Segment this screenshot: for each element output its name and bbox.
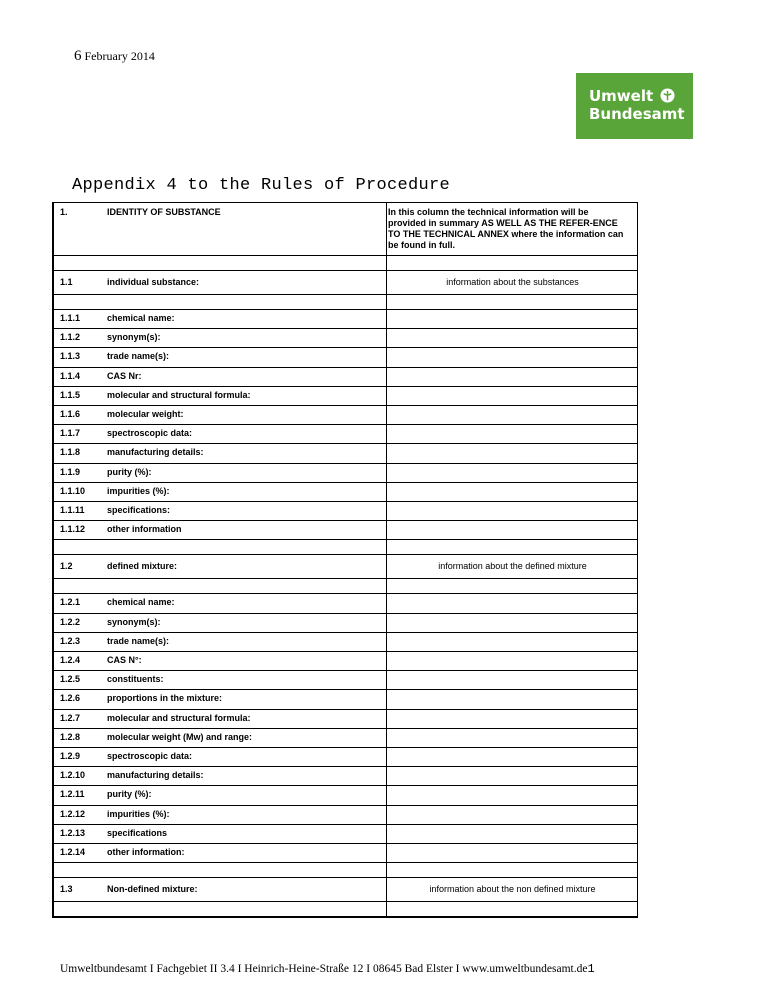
document-title: Appendix 4 to the Rules of Procedure	[72, 176, 451, 195]
spacer-row	[53, 539, 637, 555]
table-row	[53, 824, 637, 844]
row-label: constituents:	[107, 674, 164, 685]
spacer-row	[53, 901, 637, 917]
row-label: specifications	[107, 827, 168, 838]
row-number: 1.1.1	[60, 313, 81, 323]
row-label: synonym(s):	[107, 616, 161, 627]
row-number: 1.2.2	[60, 616, 81, 627]
row-label: purity (%):	[107, 789, 152, 800]
row-info: information about the substances	[446, 277, 579, 287]
row-number: 1.2.4	[60, 655, 81, 665]
row-number: 1.2.14	[60, 847, 86, 857]
table-row	[53, 728, 637, 748]
spacer-row	[53, 255, 637, 271]
row-label: CAS N°:	[107, 655, 142, 665]
table-row	[53, 785, 637, 805]
spacer-row	[53, 294, 637, 310]
table-row	[53, 367, 637, 387]
row-number: 1.1.4	[60, 370, 81, 381]
table-row	[53, 405, 637, 425]
logo-emblem-icon	[660, 88, 675, 103]
table-row	[53, 520, 637, 540]
section-row	[53, 270, 637, 295]
table-row	[53, 805, 637, 825]
row-label: proportions in the mixture:	[107, 693, 223, 704]
row-number: 1.1.5	[60, 389, 81, 400]
row-label: molecular and structural formula:	[107, 712, 251, 723]
row-label: chemical name:	[107, 313, 175, 323]
row-label: molecular weight (Mw) and range:	[107, 731, 253, 742]
table-row	[53, 709, 637, 729]
row-info: information about the defined mixture	[438, 561, 587, 572]
table-header-row	[53, 203, 637, 256]
page-footer	[60, 962, 595, 976]
row-number: 1.2.11	[60, 789, 85, 800]
row-number: 1.2.12	[60, 808, 86, 819]
row-number: 1.1.7	[60, 428, 81, 439]
header-label: IDENTITY OF SUBSTANCE	[107, 207, 221, 217]
row-label: synonym(s):	[107, 332, 161, 343]
row-label: manufacturing details:	[107, 770, 204, 781]
row-info: information about the non defined mixture	[429, 884, 596, 895]
table-row	[53, 309, 637, 329]
row-label: specifications:	[107, 505, 171, 515]
row-number: 1.1.3	[60, 351, 81, 362]
row-number: 1.1.11	[60, 505, 85, 515]
row-label: CAS Nr:	[107, 370, 142, 381]
row-number: 1.1.6	[60, 409, 81, 419]
logo-line-2: Bundesamt	[589, 105, 685, 123]
row-number: 1.1.2	[60, 332, 81, 343]
row-label: chemical name:	[107, 597, 175, 608]
section-row	[53, 877, 637, 902]
row-label: molecular and structural formula:	[107, 389, 251, 400]
table-row	[53, 651, 637, 671]
umweltbundesamt-logo	[576, 73, 693, 139]
substance-identity-table	[52, 202, 638, 918]
row-number: 1.3	[60, 884, 73, 895]
date-month-year: February 2014	[84, 49, 155, 63]
row-number: 1.2.7	[60, 712, 81, 723]
footer-address: Umweltbundesamt I Fachgebiet II 3.4 I Heinrich-Heine-Straße 12 I 08645 Bad Elster I www.umweltbundesamt.de	[60, 963, 588, 975]
row-label: spectroscopic data:	[107, 751, 193, 761]
row-label: impurities (%):	[107, 485, 170, 496]
table-row	[53, 766, 637, 786]
page-number: 1	[587, 962, 595, 976]
table-row	[53, 501, 637, 521]
row-label: impurities (%):	[107, 808, 170, 819]
table-row	[53, 328, 637, 348]
spacer-row	[53, 862, 637, 878]
row-label: defined mixture:	[107, 561, 178, 572]
row-number: 1.1.10	[60, 485, 86, 496]
table-row	[53, 843, 637, 863]
row-label: molecular weight:	[107, 409, 184, 419]
table-row	[53, 347, 637, 367]
header-note: In this column the technical information will be provided in summary AS WELL AS THE REFER-ENCE TO THE TECHNICAL ANNEX where the information can be found in full.	[388, 207, 624, 250]
row-number: 1.2.1	[60, 597, 81, 608]
row-number: 1.1	[60, 277, 73, 287]
row-label: other information:	[107, 847, 185, 857]
row-label: other information	[107, 524, 182, 535]
table-row	[53, 593, 637, 613]
spacer-row	[53, 578, 637, 594]
row-label: purity (%):	[107, 466, 152, 477]
document-date	[74, 48, 155, 65]
row-label: trade name(s):	[107, 635, 170, 646]
table-row	[53, 424, 637, 444]
table-row	[53, 463, 637, 483]
section-row	[53, 554, 637, 579]
row-number: 1.2.3	[60, 635, 81, 646]
logo-line-1: Umwelt	[589, 87, 654, 105]
table-row	[53, 747, 637, 767]
row-number: 1.2.10	[60, 770, 86, 781]
row-label: manufacturing details:	[107, 447, 204, 458]
row-number: 1.2.5	[60, 674, 81, 685]
table-row	[53, 689, 637, 709]
table-row	[53, 443, 637, 463]
row-number: 1.1.8	[60, 447, 81, 458]
row-label: Non-defined mixture:	[107, 884, 198, 895]
header-number: 1.	[60, 207, 68, 217]
row-number: 1.2.6	[60, 693, 81, 704]
table-row	[53, 482, 637, 502]
row-number: 1.2.13	[60, 827, 86, 838]
table-row	[53, 613, 637, 633]
table-row	[53, 670, 637, 690]
row-label: spectroscopic data:	[107, 428, 193, 439]
row-label: individual substance:	[107, 277, 200, 287]
date-day: 6	[74, 48, 82, 64]
row-number: 1.2.9	[60, 751, 81, 761]
table-row	[53, 632, 637, 652]
row-label: trade name(s):	[107, 351, 170, 362]
table-row	[53, 386, 637, 406]
row-number: 1.2.8	[60, 731, 81, 742]
row-number: 1.1.9	[60, 466, 81, 477]
row-number: 1.1.12	[60, 524, 86, 535]
row-number: 1.2	[60, 561, 73, 572]
